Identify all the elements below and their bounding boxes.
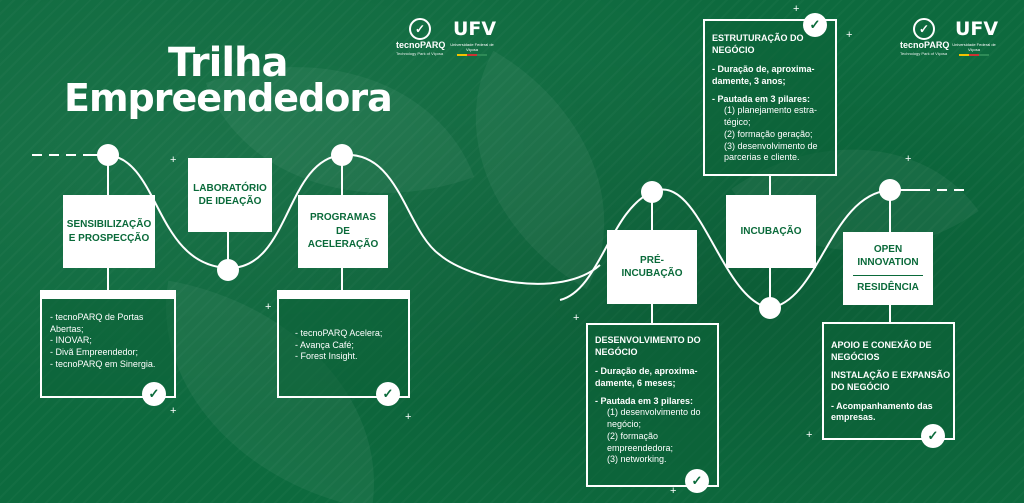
plus-sparkle-icon: + <box>573 312 580 324</box>
plus-sparkle-icon: + <box>793 3 800 15</box>
detail-item: - Divã Empreendedor; <box>50 347 139 358</box>
plus-sparkle-icon: + <box>405 411 412 423</box>
tecnoparq-leaf-icon: ✓ <box>409 18 431 40</box>
detail-heading: DESENVOLVIMENTO DO NEGÓCIO <box>595 335 701 357</box>
detail-estruturacao <box>703 19 837 176</box>
plus-sparkle-icon: + <box>670 485 677 497</box>
stage-open-innovation <box>843 232 933 305</box>
tecnoparq-logo-right <box>900 18 950 54</box>
detail-apoio <box>822 322 955 443</box>
detail-item: - INOVAR; <box>50 335 92 346</box>
detail-pillar: (2) formação geração; <box>724 128 813 139</box>
stage-incubacao: INCUBAÇÃO <box>726 195 816 268</box>
detail-sensibilizacao <box>40 290 176 401</box>
detail-duration: - Duração de, aproxima- damente, 3 anos; <box>712 64 815 87</box>
detail-item: - Avança Café; <box>295 339 354 350</box>
stage-programas: PROGRAMAS DE ACELERAÇÃO <box>298 195 388 268</box>
ufv-flag-stripe <box>959 54 989 56</box>
tecnoparq-leaf-icon: ✓ <box>376 382 400 406</box>
tecnoparq-leaf-icon: ✓ <box>142 382 166 406</box>
tecnoparq-logo-text: tecnoPARQ <box>900 40 950 50</box>
detail-item: - Acompanhamento das empresas. <box>831 400 933 423</box>
detail-heading: ESTRUTURAÇÃO DO NEGÓCIO <box>712 33 804 55</box>
detail-item: - tecnoPARQ Acelera; <box>295 328 383 338</box>
page-title-line1: Trilha <box>168 40 288 86</box>
ufv-logo-subtitle: Universidade Federal de Viçosa <box>450 42 494 52</box>
tecnoparq-logo-subtitle: Technology Park of Viçosa <box>900 51 948 56</box>
stage-pre-incubacao: PRÉ-INCUBAÇÃO <box>607 230 697 304</box>
ufv-logo-text: UFV <box>453 18 497 40</box>
detail-duration: - Duração de, aproxima- damente, 6 meses; <box>595 366 698 389</box>
tecnoparq-leaf-icon: ✓ <box>913 18 935 40</box>
detail-header-bar <box>277 290 410 299</box>
divider <box>853 275 923 276</box>
detail-pillar: (1) desenvolvimento do negócio; <box>607 407 701 430</box>
detail-header-bar <box>40 290 176 299</box>
tecnoparq-logo-text: tecnoPARQ <box>396 40 446 50</box>
detail-programas <box>277 290 410 401</box>
stage-open-innovation-label: OPEN INNOVATION <box>857 243 919 269</box>
plus-sparkle-icon: + <box>806 429 813 441</box>
detail-pillars-heading: - Pautada em 3 pilares: <box>712 93 811 104</box>
detail-pillars-heading: - Pautada em 3 pilares: <box>595 395 694 406</box>
stage-laboratorio: LABORATÓRIO DE IDEAÇÃO <box>188 158 272 232</box>
page-title-line2: Empreendedora <box>64 76 392 120</box>
tecnoparq-leaf-icon: ✓ <box>803 13 827 37</box>
ufv-logo-right <box>952 18 999 58</box>
plus-sparkle-icon: + <box>170 154 177 166</box>
plus-sparkle-icon: + <box>846 29 853 41</box>
tecnoparq-leaf-icon: ✓ <box>685 469 709 493</box>
ufv-flag-stripe <box>457 54 487 56</box>
detail-pillar: (1) planejamento estra- tégico; <box>724 105 818 128</box>
detail-item: - tecnoPARQ em Sinergia. <box>50 358 156 369</box>
tecnoparq-leaf-icon: ✓ <box>921 424 945 448</box>
plus-sparkle-icon: + <box>265 301 272 313</box>
stage-sensibilizacao: SENSIBILIZAÇÃO E PROSPECÇÃO <box>63 195 155 268</box>
tecnoparq-logo <box>396 18 446 54</box>
detail-pillar: (3) networking. <box>607 454 667 465</box>
tecnoparq-logo-subtitle: Technology Park of Viçosa <box>396 51 444 56</box>
ufv-logo-subtitle: Universidade Federal de Viçosa <box>952 42 996 52</box>
detail-pillar: (3) desenvolvimento de parcerias e cliente. <box>724 140 818 163</box>
detail-heading: APOIO E CONEXÃO DE NEGÓCIOS <box>831 340 932 362</box>
ufv-logo <box>450 18 497 58</box>
plus-sparkle-icon: + <box>170 405 177 417</box>
ufv-logo-text: UFV <box>955 18 999 40</box>
detail-heading: INSTALAÇÃO E EXPANSÃO DO NEGÓCIO <box>831 370 951 393</box>
plus-sparkle-icon: + <box>905 153 912 165</box>
stage-residencia-label: RESIDÊNCIA <box>857 281 919 293</box>
detail-desenvolvimento <box>586 323 719 487</box>
detail-item: - tecnoPARQ de Portas Abertas; <box>50 312 144 334</box>
detail-pillar: (2) formação empreendedora; <box>607 430 674 453</box>
detail-item: - Forest Insight. <box>295 351 358 362</box>
